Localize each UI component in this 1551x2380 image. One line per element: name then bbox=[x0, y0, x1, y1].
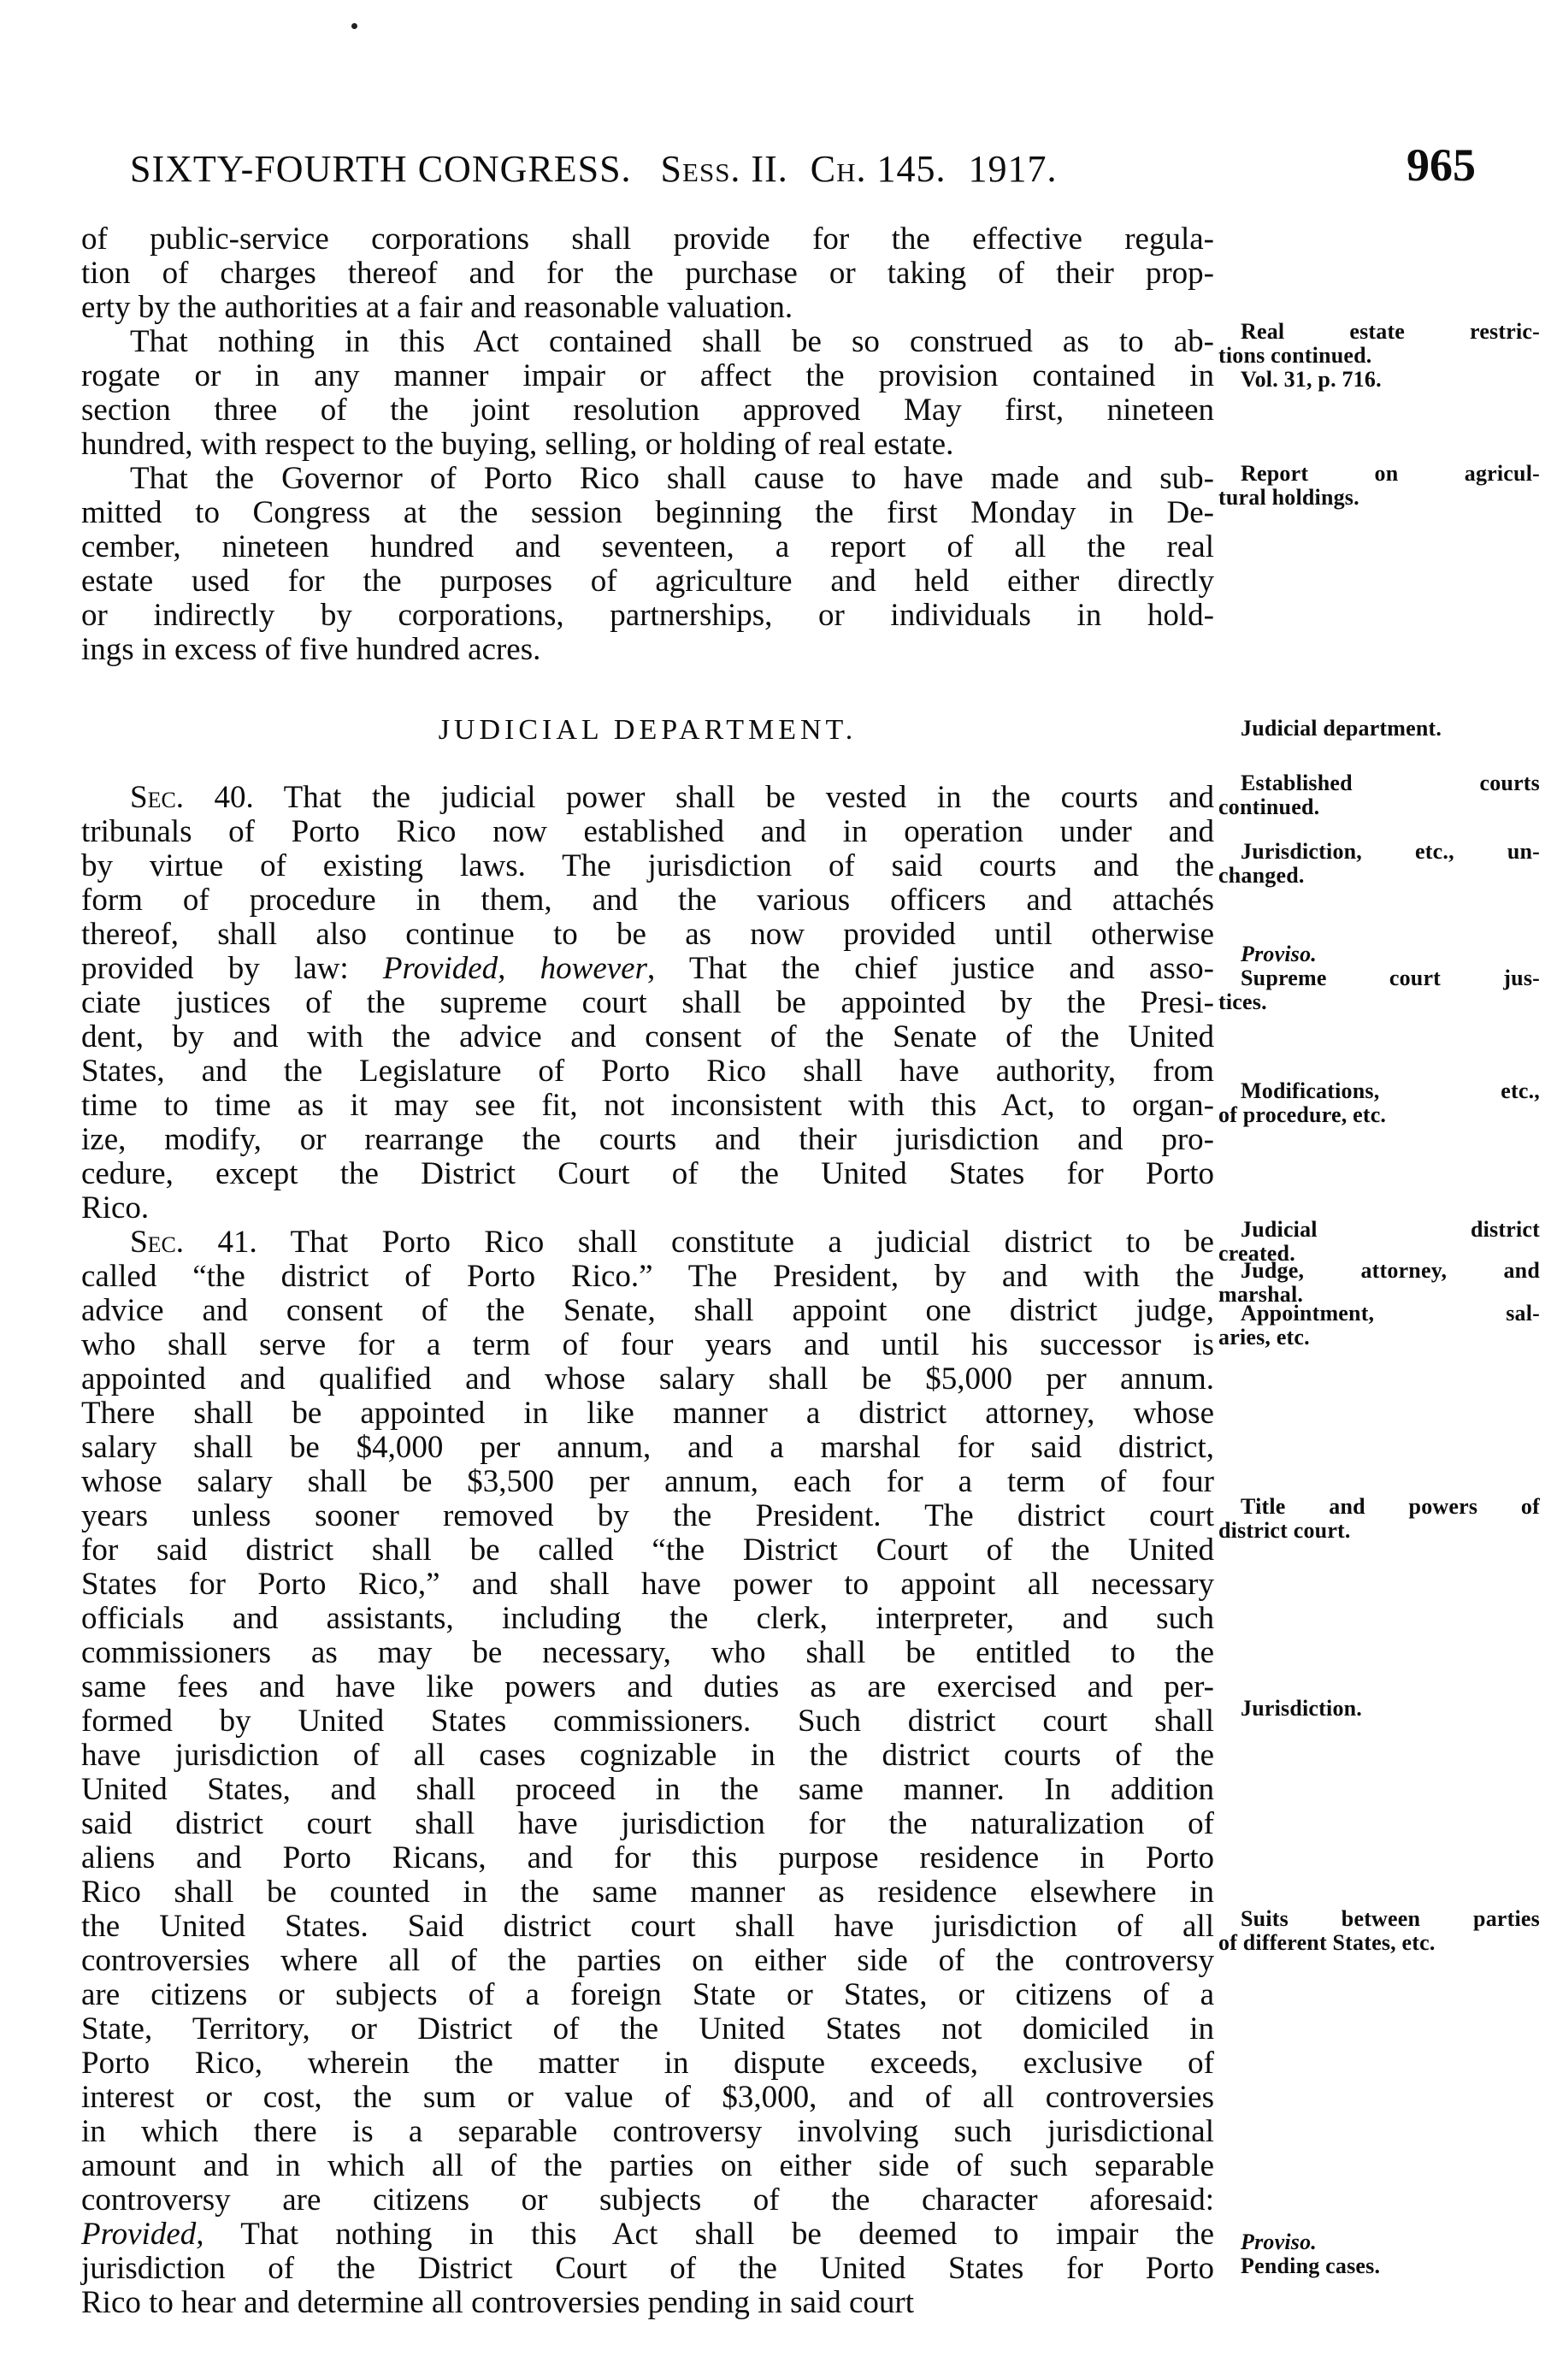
text-line: have jurisdiction of all cases cognizable in the district courts of the bbox=[81, 1738, 1214, 1773]
margin-note-established-courts bbox=[1218, 771, 1540, 819]
margin-note-judge-attorney-marshal bbox=[1218, 1259, 1540, 1307]
text-line: tion of charges thereof and for the purchase or taking of their prop- bbox=[81, 256, 1214, 291]
margin-note-modifications-procedure bbox=[1218, 1079, 1540, 1127]
text-line: tices. bbox=[1218, 989, 1267, 1014]
chapter-citation: Ch. 145. bbox=[810, 148, 947, 190]
text-line: There shall be appointed in like manner a district attorney, whose bbox=[81, 1396, 1214, 1431]
margin-note-suits-between-parties bbox=[1218, 1907, 1540, 1955]
text-line: cember, nineteen hundred and seventeen, a report of all the real bbox=[81, 529, 1214, 564]
text-line: appointed and qualified and whose salary shall be $5,000 per annum. bbox=[81, 1361, 1214, 1397]
text-line: changed. bbox=[1218, 863, 1305, 888]
text-line: whose salary shall be $3,500 per annum, each for a term of four bbox=[81, 1464, 1214, 1499]
text-line: tural holdings. bbox=[1218, 485, 1359, 510]
text-line: States for Porto Rico,” and shall have power to appoint all necessary bbox=[81, 1567, 1214, 1602]
text-line: called “the district of Porto Rico.” The President, by and with the bbox=[81, 1259, 1214, 1294]
text-line: Pending cases. bbox=[1241, 2253, 1381, 2278]
text-line: That nothing in this Act contained shall be so construed as to ab- bbox=[130, 324, 1214, 359]
text-line: continued. bbox=[1218, 794, 1320, 819]
text-line: said district court shall have jurisdiction for the naturalization of bbox=[81, 1806, 1214, 1841]
text-line: or indirectly by corporations, partnerships, or individuals in hold- bbox=[81, 598, 1214, 633]
text-line: marshal. bbox=[1218, 1282, 1304, 1307]
text-line: Provided, That nothing in this Act shall be deemed to impair the bbox=[81, 2217, 1214, 2252]
text-line: State, Territory, or District of the United States not domiciled in bbox=[81, 2011, 1214, 2046]
text-line: United States, and shall proceed in the same manner. In addition bbox=[81, 1772, 1214, 1807]
text-line: cedure, except the District Court of the United States for Porto bbox=[81, 1156, 1214, 1191]
margin-note-real-estate-restrictions bbox=[1218, 320, 1540, 392]
text-line: of different States, etc. bbox=[1218, 1930, 1436, 1955]
text-line: Modifications, etc., bbox=[1241, 1078, 1540, 1103]
text-line: officials and assistants, including the clerk, interpreter, and such bbox=[81, 1601, 1214, 1636]
text-line: Title and powers of bbox=[1241, 1494, 1540, 1519]
text-line: Jurisdiction. bbox=[1241, 1696, 1363, 1721]
margin-note-agricultural-holdings bbox=[1218, 462, 1540, 510]
text-line: Judge, attorney, and bbox=[1241, 1258, 1540, 1283]
text-line: dent, by and with the advice and consent of the Senate of the United bbox=[81, 1019, 1214, 1054]
text-line: estate used for the purposes of agriculture and held either directly bbox=[81, 564, 1214, 599]
text-line: Rico to hear and determine all controversies pending in said court bbox=[81, 2285, 915, 2320]
section-heading-judicial-department: JUDICIAL DEPARTMENT. bbox=[438, 714, 858, 746]
text-line: time to time as it may see fit, not inconsistent with this Act, to organ- bbox=[81, 1088, 1214, 1123]
text-line: same fees and have like powers and duties as are exercised and per- bbox=[81, 1669, 1214, 1704]
text-line: tions continued. bbox=[1218, 343, 1372, 368]
text-line: Judicial department. bbox=[1241, 716, 1442, 741]
text-line: hundred, with respect to the buying, selling, or holding of real estate. bbox=[81, 427, 954, 462]
year-label: 1917. bbox=[968, 148, 1058, 190]
paragraph-public-service-continuation bbox=[81, 222, 1214, 325]
text-line: Established courts bbox=[1241, 771, 1540, 795]
margin-note-title-powers bbox=[1218, 1495, 1540, 1543]
session-citation: Sess. II. bbox=[660, 148, 788, 190]
text-line: Sec. 41. That Porto Rico shall constitute a judicial district to be bbox=[130, 1225, 1214, 1260]
text-line: district court. bbox=[1218, 1518, 1351, 1543]
text-line: years unless sooner removed by the President. The district court bbox=[81, 1498, 1214, 1533]
text-line: rogate or in any manner impair or affect the provision contained in bbox=[81, 358, 1214, 393]
text-line: Vol. 31, p. 716. bbox=[1241, 367, 1382, 392]
text-line: mitted to Congress at the session beginning the first Monday in De- bbox=[81, 495, 1214, 530]
text-line: the United States. Said district court shall have jurisdiction of all bbox=[81, 1909, 1214, 1944]
text-line: Judicial district bbox=[1241, 1217, 1540, 1242]
text-line: in which there is a separable controversy involving such jurisdictional bbox=[81, 2114, 1214, 2149]
page-number: 965 bbox=[1407, 139, 1476, 191]
text-line: by virtue of existing laws. The jurisdiction of said courts and the bbox=[81, 848, 1214, 883]
margin-note-proviso-supreme-court bbox=[1218, 942, 1540, 1014]
text-line: Proviso. bbox=[1241, 2229, 1317, 2254]
text-line: who shall serve for a term of four years and until his successor is bbox=[81, 1327, 1214, 1362]
margin-note-appointment-salaries bbox=[1218, 1302, 1540, 1349]
text-line: Rico. bbox=[81, 1190, 150, 1225]
text-line: Rico shall be counted in the same manner as residence elsewhere in bbox=[81, 1875, 1214, 1910]
margin-note-proviso-pending-cases bbox=[1218, 2230, 1540, 2278]
text-line: tribunals of Porto Rico now established and in operation under and bbox=[81, 814, 1214, 849]
margin-note-jurisdiction bbox=[1218, 1697, 1540, 1721]
text-line: Sec. 40. That the judicial power shall be vested in the courts and bbox=[130, 780, 1214, 815]
text-line: of public-service corporations shall provide for the effective regula- bbox=[81, 221, 1214, 257]
text-line: created. bbox=[1218, 1241, 1295, 1266]
text-line: jurisdiction of the District Court of the United States for Porto bbox=[81, 2251, 1214, 2286]
text-line: ciate justices of the supreme court shall be appointed by the Presi- bbox=[81, 985, 1214, 1020]
text-line: Supreme court jus- bbox=[1241, 966, 1540, 990]
text-line: of procedure, etc. bbox=[1218, 1102, 1387, 1127]
text-line: provided by law: Provided, however, That the chief justice and asso- bbox=[81, 951, 1214, 986]
text-line: form of procedure in them, and the various officers and attachés bbox=[81, 883, 1214, 918]
text-line: Jurisdiction, etc., un- bbox=[1241, 839, 1540, 864]
text-line: interest or cost, the sum or value of $3,000, and of all controversies bbox=[81, 2080, 1214, 2115]
paragraph-sec-40 bbox=[81, 781, 1214, 1225]
text-line: Report on agricul- bbox=[1241, 461, 1540, 486]
paragraph-sec-41 bbox=[81, 1225, 1214, 2320]
text-line: section three of the joint resolution approved May first, nineteen bbox=[81, 393, 1214, 428]
text-line: aliens and Porto Ricans, and for this purpose residence in Porto bbox=[81, 1840, 1214, 1875]
text-line: States, and the Legislature of Porto Rico shall have authority, from bbox=[81, 1054, 1214, 1089]
text-line: commissioners as may be necessary, who shall be entitled to the bbox=[81, 1635, 1214, 1670]
text-line: thereof, shall also continue to be as now provided until otherwise bbox=[81, 917, 1214, 952]
text-line: formed by United States commissioners. Such district court shall bbox=[81, 1704, 1214, 1739]
text-line: for said district shall be called “the District Court of the United bbox=[81, 1533, 1214, 1568]
congress-title: SIXTY-FOURTH CONGRESS. bbox=[130, 148, 632, 190]
text-line: Appointment, sal- bbox=[1241, 1301, 1540, 1326]
text-line: are citizens or subjects of a foreign State or States, or citizens of a bbox=[81, 1977, 1214, 2012]
running-head bbox=[130, 149, 1058, 190]
paragraph-agricultural-holdings-report bbox=[81, 462, 1214, 667]
text-line: Suits between parties bbox=[1241, 1906, 1540, 1931]
text-line: ize, modify, or rearrange the courts and their jurisdiction and pro- bbox=[81, 1122, 1214, 1157]
text-line: controversies where all of the parties on either side of the controversy bbox=[81, 1943, 1214, 1978]
text-line: ings in excess of five hundred acres. bbox=[81, 632, 541, 667]
text-line: Porto Rico, wherein the matter in dispute exceeds, exclusive of bbox=[81, 2046, 1214, 2081]
text-line: erty by the authorities at a fair and reasonable valuation. bbox=[81, 290, 793, 325]
text-line: Proviso. bbox=[1241, 942, 1317, 966]
text-line: That the Governor of Porto Rico shall cause to have made and sub- bbox=[130, 461, 1214, 496]
text-line: aries, etc. bbox=[1218, 1325, 1310, 1349]
text-line: controversy are citizens or subjects of the character aforesaid: bbox=[81, 2182, 1214, 2218]
margin-note-jurisdiction-unchanged bbox=[1218, 840, 1540, 888]
margin-note-judicial-department bbox=[1218, 717, 1540, 741]
text-line: Real estate restric- bbox=[1241, 319, 1540, 344]
text-line: amount and in which all of the parties on either side of such separable bbox=[81, 2148, 1214, 2183]
scan-speck bbox=[351, 23, 357, 29]
text-line: advice and consent of the Senate, shall appoint one district judge, bbox=[81, 1293, 1214, 1328]
text-line: salary shall be $4,000 per annum, and a marshal for said district, bbox=[81, 1430, 1214, 1465]
paragraph-real-estate-restrictions bbox=[81, 325, 1214, 462]
